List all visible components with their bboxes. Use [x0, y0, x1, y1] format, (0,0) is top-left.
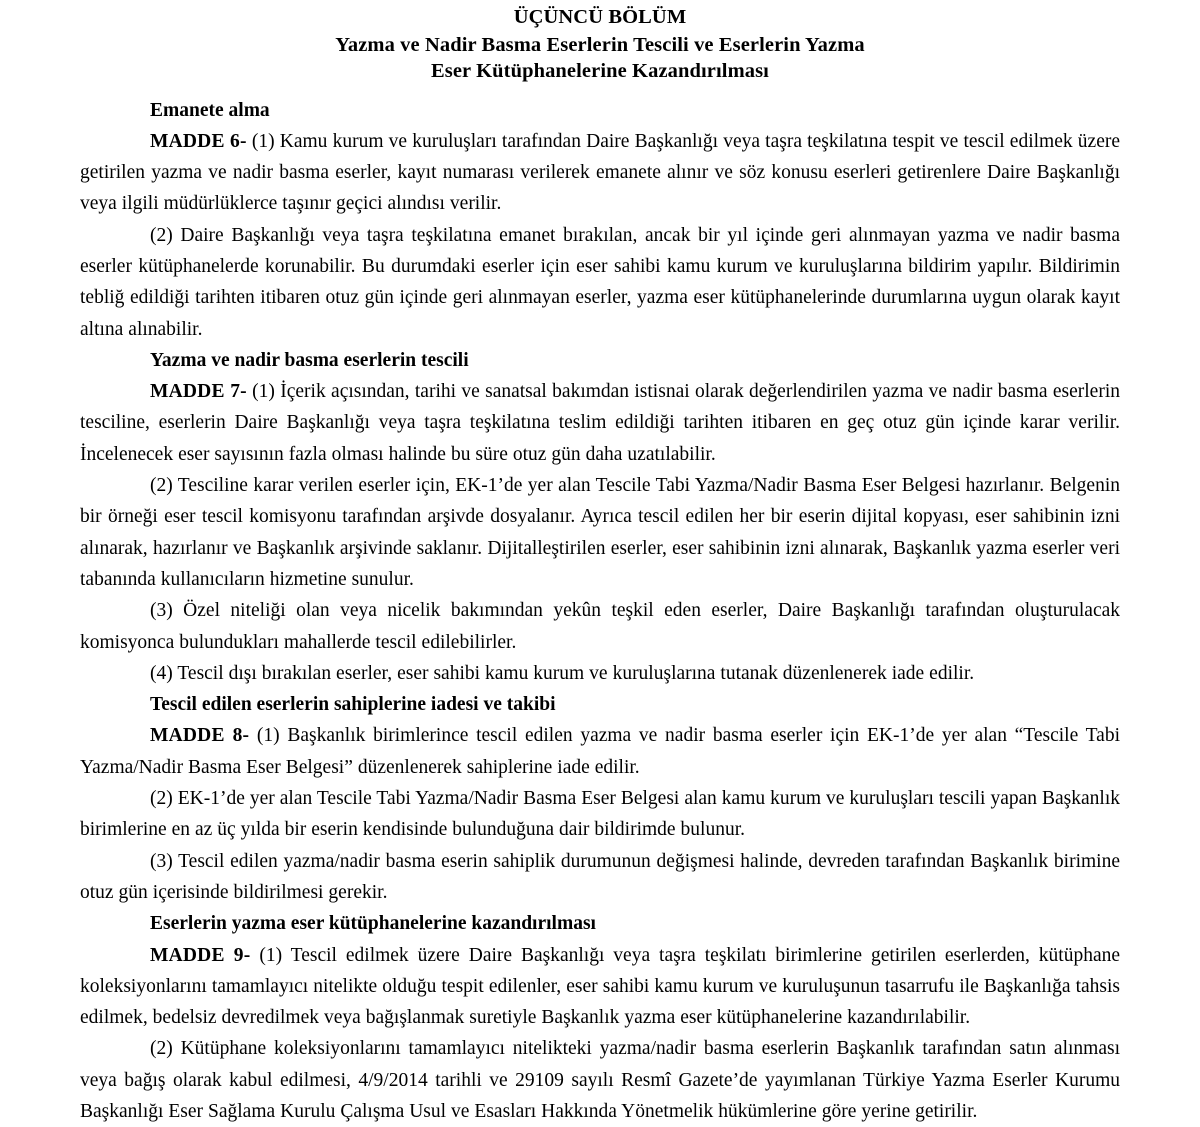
- paragraph-text: (1) İçerik açısından, tarihi ve sanatsal bakımdan istisnai olarak değerlendirilen yazma ve nadir basma eserlerin tesciline, eserlerin Daire Başkanlığı veya taşra teşkilatına teslim edildiği tarihten itibaren en geç otuz gün içinde karar verilir. İncelenecek eser sayısının fazla olması halinde bu süre otuz gün daha uzatılabilir.: [80, 381, 1120, 465]
- paragraph-madde-8-2: [80, 783, 1120, 846]
- paragraph-text: (2) Daire Başkanlığı veya taşra teşkilatına emanet bırakılan, ancak bir yıl içinde geri alınmayan yazma ve nadir basma eserler kütüphanelerde korunabilir. Bu durumdaki eserler için eser sahibi kamu kurum ve kuruluşlarına bildirim yapılır. Bildirimin tebliğ edildiği tarihten itibaren otuz gün içinde geri alınmayan eserler, yazma eser kütüphanelerinde durumlarına uygun olarak kayıt altına alınabilir.: [80, 225, 1120, 340]
- document-body: [80, 95, 1120, 1127]
- heading-chapter-title-line-1: Yazma ve Nadir Basma Eserlerin Tescili ve Eserlerin Yazma: [80, 32, 1120, 59]
- subheading-text: Eserlerin yazma eser kütüphanelerine kazandırılması: [150, 913, 596, 934]
- paragraph-text: (1) Başkanlık birimlerince tescil edilen yazma ve nadir basma eserler için EK-1’de yer alan “Tescile Tabi Yazma/Nadir Basma Eser Belgesi” düzenlenerek sahiplerine iade edilir.: [80, 725, 1120, 777]
- heading-chapter-number: ÜÇÜNCÜ BÖLÜM: [80, 4, 1120, 31]
- paragraph-madde-9-2: [80, 1033, 1120, 1127]
- madde-label: MADDE 9-: [150, 945, 250, 966]
- subheading-eserlerin-yazma-eser-kutuphanelerine-kazandirilmasi: [80, 908, 1120, 939]
- paragraph-madde-7-2: [80, 470, 1120, 595]
- paragraph-text: (2) Tesciline karar verilen eserler için, EK-1’de yer alan Tescile Tabi Yazma/Nadir Basma Eser Belgesi hazırlanır. Belgenin bir örneği eser tescil komisyonu tarafından arşivde dosyalanır. Ayrıca tescil edilen her bir eserin dijital kopyası, eser sahibinin izni alınarak, hazırlanır ve Başkanlık arşivinde saklanır. Dijitalleştirilen eserler, eser sahibinin izni alınarak, Başkanlık yazma eserler veri tabanında kullanıcıların hizmetine sunulur.: [80, 475, 1120, 590]
- madde-label: MADDE 7-: [150, 381, 247, 402]
- paragraph-madde-6-1: [80, 126, 1120, 220]
- paragraph-madde-7-3: [80, 595, 1120, 658]
- madde-label: MADDE 8-: [150, 725, 249, 746]
- paragraph-text: (1) Tescil edilmek üzere Daire Başkanlığı veya taşra teşkilatı birimlerine getirilen eserlerden, kütüphane koleksiyonlarını tamamlayıcı nitelikte olduğu tespit edilenler, eser sahibi kamu kurum ve kuruluşunun tasarrufu ile Başkanlığa tahsis edilmek, bedelsiz devredilmek veya bağışlanmak suretiyle Başkanlık yazma eser kütüphanelerine kazandırılabilir.: [80, 945, 1120, 1029]
- paragraph-madde-8-3: [80, 846, 1120, 909]
- paragraph-text: (4) Tescil dışı bırakılan eserler, eser sahibi kamu kurum ve kuruluşlarına tutanak düzenlenerek iade edilir.: [150, 663, 974, 684]
- subheading-tescil-edilen-eserlerin-sahiplerine-iadesi-ve-takibi: [80, 689, 1120, 720]
- subheading-text: Emanete alma: [150, 100, 270, 121]
- paragraph-text: (3) Özel niteliği olan veya nicelik bakımından yekûn teşkil eden eserler, Daire Başkanlığı tarafından oluşturulacak komisyonca bulundukları mahallerde tescil edilebilirler.: [80, 600, 1120, 652]
- paragraph-madde-7-4: [80, 658, 1120, 689]
- paragraph-madde-8-1: [80, 720, 1120, 783]
- paragraph-text: (2) EK-1’de yer alan Tescile Tabi Yazma/Nadir Basma Eser Belgesi alan kamu kurum ve kuruluşları tescili yapan Başkanlık birimlerine en az üç yılda bir eserin kendisinde bulunduğuna dair bildirimde bulunur.: [80, 788, 1120, 840]
- paragraph-madde-7-1: [80, 376, 1120, 470]
- subheading-text: Yazma ve nadir basma eserlerin tescili: [150, 350, 469, 371]
- paragraph-text: (2) Kütüphane koleksiyonlarını tamamlayıcı nitelikteki yazma/nadir basma eserlerin Başkanlık tarafından satın alınması veya bağış olarak kabul edilmesi, 4/9/2014 tarihli ve 29109 sayılı Resmî Gazete’de yayımlanan Türkiye Yazma Eserler Kurumu Başkanlığı Eser Sağlama Kurulu Çalışma Usul ve Esasları Hakkında Yönetmelik hükümlerine göre yerine getirilir.: [80, 1038, 1120, 1122]
- paragraph-madde-9-1: [80, 940, 1120, 1034]
- madde-label: MADDE 6-: [150, 131, 247, 152]
- document-heading: [80, 4, 1120, 85]
- paragraph-text: (3) Tescil edilen yazma/nadir basma eserin sahiplik durumunun değişmesi halinde, devreden tarafından Başkanlık birimine otuz gün içerisinde bildirilmesi gerekir.: [80, 851, 1120, 903]
- subheading-text: Tescil edilen eserlerin sahiplerine iadesi ve takibi: [150, 694, 556, 715]
- subheading-yazma-ve-nadir-basma-eserlerin-tescili: [80, 345, 1120, 376]
- subheading-emanete-alma: [80, 95, 1120, 126]
- paragraph-madde-6-2: [80, 220, 1120, 345]
- heading-chapter-title-line-2: Eser Kütüphanelerine Kazandırılması: [80, 58, 1120, 85]
- paragraph-text: (1) Kamu kurum ve kuruluşları tarafından Daire Başkanlığı veya taşra teşkilatına tespit ve tescil edilmek üzere getirilen yazma ve nadir basma eserler, kayıt numarası verilerek emanete alınır ve söz konusu eserleri getirenlere Daire Başkanlığı veya ilgili müdürlüklerce taşınır geçici alındısı verilir.: [80, 131, 1120, 215]
